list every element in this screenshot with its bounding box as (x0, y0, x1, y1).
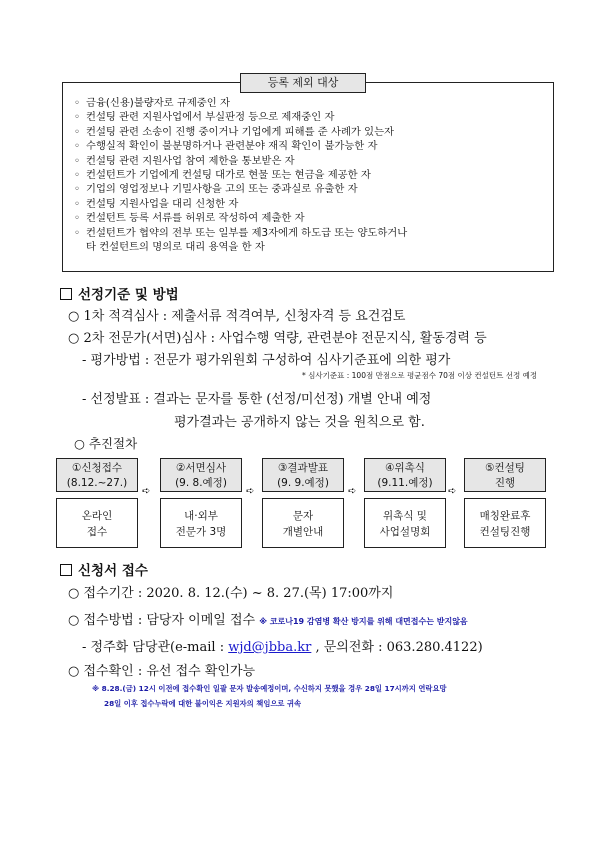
application-confirm: ○ 접수확인 : 유선 접수 확인가능 (68, 664, 256, 679)
exclusion-item: ◦ 기업의 영업정보나 기밀사항을 고의 또는 중과실로 유출한 자 (74, 183, 358, 196)
evaluation-note: * 심사기준표 : 100점 만점으로 평균점수 70점 이상 컨설턴트 선정 예정 (302, 371, 538, 380)
exclusion-item: ◦ 수행실적 확인이 불분명하거나 관련분야 재직 확인이 불가능한 자 (74, 140, 378, 153)
exclusion-item-continued: 타 컨설턴트의 명의로 대리 용역을 한 자 (86, 241, 265, 254)
square-bullet-icon (60, 564, 72, 576)
method-note: ※ 코로나19 감염병 확산 방지를 위해 대면접수는 받지않음 (259, 617, 468, 626)
footnote-first: ※ 8.28.(금) 12시 이전에 접수확인 일괄 문자 발송예정이며, 수신하지 못했을 경우 28일 17시까지 연락요망 (92, 684, 447, 693)
bullet-icon: ◦ (74, 183, 81, 196)
exclusion-list (74, 96, 407, 254)
email-link[interactable]: wjd@jbba.kr (228, 640, 312, 655)
application-heading: 신청서 접수 (60, 559, 148, 579)
step-body: 위촉식 및 사업설명회 (364, 498, 446, 548)
bullet-icon: ◦ (74, 97, 81, 109)
step-body: 매칭완료후 컨설팅진행 (464, 498, 546, 548)
exclusion-item: ◦ 컨설팅 지원사업을 대리 신청한 자 (74, 197, 239, 210)
exclusion-item: ◦ 금융(신용)불량자로 규제중인 자 (74, 97, 230, 109)
exclusion-item: ◦ 컨설턴트 등록 서류를 허위로 작성하여 제출한 자 (74, 212, 305, 225)
selection-line-second: ○ 2차 전문가(서면)심사 : 사업수행 역량, 관련분야 전문지식, 활동경력 등 (68, 331, 487, 346)
exclusion-item: ◦ 컨설턴트가 기업에게 컨설팅 대가로 현물 또는 현금을 제공한 자 (74, 169, 371, 182)
square-bullet-icon (60, 288, 72, 300)
announcement-line: - 선정발표 : 결과는 문자를 통한 (선정/미선정) 개별 안내 예정 (82, 392, 432, 407)
step-body: 문자 개별안내 (262, 498, 344, 548)
bullet-icon: ◦ (74, 212, 81, 225)
step-header: ③결과발표 (9. 9.예정) (262, 458, 344, 492)
bullet-icon: ◦ (74, 197, 81, 210)
exclusion-title: 등록 제외 대상 (240, 73, 366, 93)
bullet-icon: ◦ (74, 125, 81, 138)
step-header: ④위촉식 (9.11.예정) (364, 458, 446, 492)
selection-line-first: ○ 1차 적격심사 : 제출서류 적격여부, 신청자격 등 요건검토 (68, 309, 406, 324)
bullet-icon: ◦ (74, 111, 81, 124)
exclusion-item: ◦ 컨설팅 관련 지원사업에서 부실판정 등으로 제재중인 자 (74, 111, 335, 124)
step-header: ①신청접수 (8.12.~27.) (56, 458, 138, 492)
exclusion-item: ◦ 컨설팅 관련 소송이 진행 중이거나 기업에게 피해를 준 사례가 있는자 (74, 125, 394, 138)
exclusion-item: ◦ 컨설팅 관련 지원사업 참여 제한을 통보받은 자 (74, 154, 295, 167)
contact-line: - 정주화 담당관(e-mail : wjd@jbba.kr , 문의전화 : 063.280.4122) (82, 640, 483, 655)
bullet-icon: ◦ (74, 169, 81, 182)
right-arrow-icon: ➪ (448, 486, 457, 497)
bullet-icon: ◦ (74, 140, 81, 153)
right-arrow-icon: ➪ (142, 486, 151, 497)
application-method: ○ 접수방법 : 담당자 이메일 접수 ※ 코로나19 감염병 확산 방지를 위해 대면접수는 받지않음 (68, 613, 468, 628)
selection-heading: 선정기준 및 방법 (60, 283, 179, 303)
step-header: ②서면심사 (9. 8.예정) (160, 458, 242, 492)
step-body: 온라인 접수 (56, 498, 138, 548)
footnote-second: 28일 이후 접수누락에 대한 불이익은 지원자의 책임으로 귀속 (104, 699, 302, 708)
bullet-icon: ◦ (74, 154, 81, 167)
step-header: ⑤컨설팅 진행 (464, 458, 546, 492)
process-label: ○ 추진절차 (74, 436, 138, 451)
application-period: ○ 접수기간 : 2020. 8. 12.(수) ~ 8. 27.(목) 17:00까지 (68, 586, 394, 601)
step-body: 내·외부 전문가 3명 (160, 498, 242, 548)
exclusion-item: ◦ 컨설턴트가 협약의 전부 또는 일부를 제3자에게 하도급 또는 양도하거나 (74, 226, 408, 239)
right-arrow-icon: ➪ (246, 486, 255, 497)
evaluation-method: - 평가방법 : 전문가 평가위원회 구성하여 심사기준표에 의한 평가 (82, 353, 451, 368)
announcement-line-continued: 평가결과는 공개하지 않는 것을 원칙으로 함. (174, 415, 425, 430)
bullet-icon: ◦ (74, 226, 81, 239)
right-arrow-icon: ➪ (348, 486, 357, 497)
